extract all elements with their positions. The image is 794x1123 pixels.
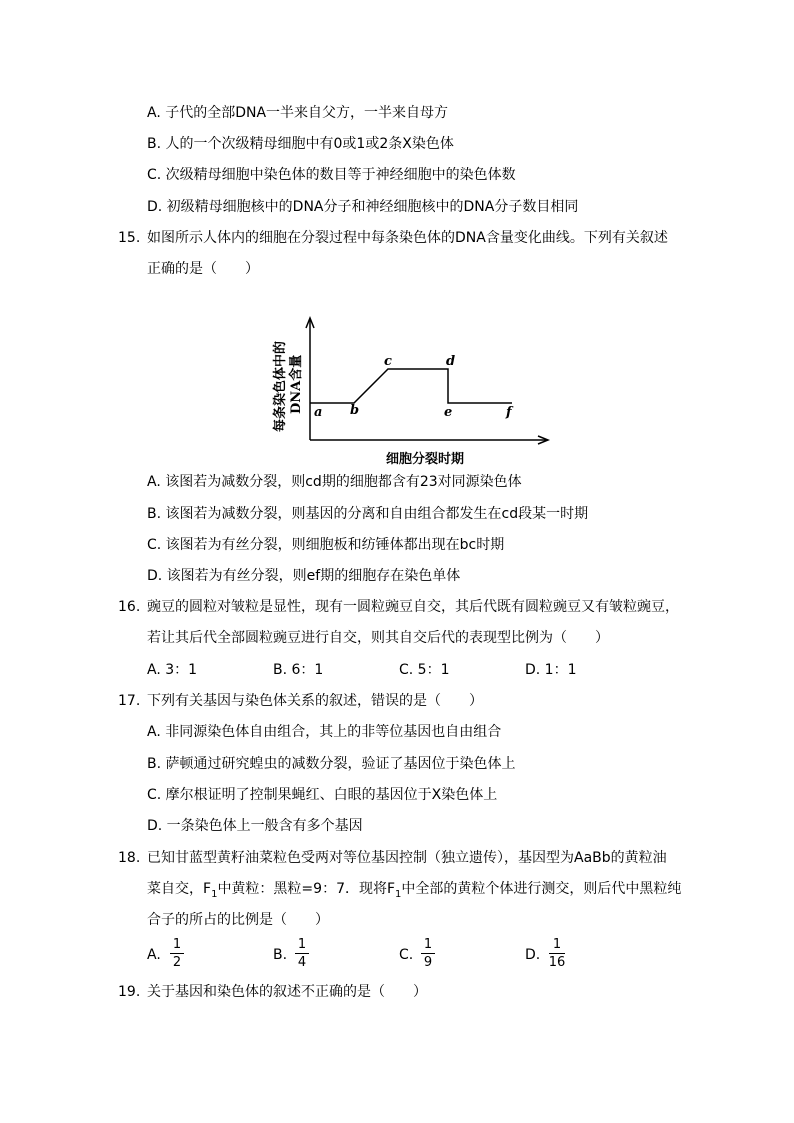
q18-stem-line1: 已知甘蓝型黄籽油菜粒色受两对等位基因控制（独立遗传），基因型为AaBb的黄粒油 [147,850,667,866]
y-axis-label-line1: 每条染色体中的 [273,340,288,432]
q16-number: 16. [118,599,141,615]
q18-option-b-fraction: 1 4 [293,937,311,970]
q15-number: 15. [118,230,141,246]
q18-option-a-label: A. [147,947,161,963]
x-axis-label: 细胞分裂时期 [386,452,465,467]
q16-stem-line1: 豌豆的圆粒对皱粒是显性，现有一圆粒豌豆自交，其后代既有圆粒豌豆又有皱粒豌豆， [147,599,679,615]
point-e: e [444,405,453,420]
point-a: a [314,405,323,420]
q18-option-c-fraction: 1 9 [419,937,437,970]
dna-curve [310,369,512,403]
q16-option-c: C. 5：1 [399,662,450,678]
q14-option-c: C. 次级精母细胞中染色体的数目等于神经细胞中的染色体数 [147,167,516,183]
q18-option-b-label: B. [273,947,288,963]
q17-option-b: B. 萨顿通过研究蝗虫的减数分裂，验证了基因位于染色体上 [147,756,516,772]
q18-option-d-label: D. [525,947,541,963]
q18-stem-line3: 合子的所占的比例是（ ） [147,912,329,928]
q18-option-d-fraction: 1 16 [548,937,566,970]
q15-stem-line1: 如图所示人体内的细胞在分裂过程中每条染色体的DNA含量变化曲线。下列有关叙述 [147,230,668,246]
y-axis-label-line2: DNA含量 [289,354,304,414]
q14-option-d: D. 初级精母细胞核中的DNA分子和神经细胞核中的DNA分子数目相同 [147,199,579,215]
q15-option-d: D. 该图若为有丝分裂，则ef期的细胞存在染色单体 [147,568,461,584]
q15-stem-line2: 正确的是（ ） [147,261,259,277]
q16-stem-line2: 若让其后代全部圆粒豌豆进行自交，则其自交后代的表现型比例为（ ） [147,630,609,646]
point-f: f [506,405,512,420]
q15-option-a: A. 该图若为减数分裂，则cd期的细胞都含有23对同源染色体 [147,474,522,490]
q17-option-c: C. 摩尔根证明了控制果蝇红、白眼的基因位于X染色体上 [147,787,498,803]
q18-option-c-label: C. [399,947,414,963]
q18-option-a-fraction: 1 2 [168,937,186,970]
q19-number: 19. [118,984,141,1000]
q15-option-b: B. 该图若为减数分裂，则基因的分离和自由组合都发生在cd段某一时期 [147,506,589,522]
q16-option-a: A. 3：1 [147,662,198,678]
q18-number: 18. [118,850,141,866]
q18-stem-line2: 菜自交，$F_1$中黄粒：黑粒=9：7．现将$F_1$中全部的黄粒个体进行测交，则后代中黑粒纯 [147,881,682,900]
point-d: d [446,354,456,369]
q17-number: 17. [118,693,141,709]
q15-dna-content-chart [262,310,552,470]
q19-stem: 关于基因和染色体的叙述不正确的是（ ） [147,984,427,1000]
q17-option-d: D. 一条染色体上一般含有多个基因 [147,818,363,834]
point-c: c [384,354,392,369]
q15-option-c: C. 该图若为有丝分裂，则细胞板和纺锤体都出现在bc时期 [147,537,505,553]
q14-option-b: B. 人的一个次级精母细胞中有0或1或2条X染色体 [147,136,454,152]
point-b: b [350,403,360,418]
q17-stem: 下列有关基因与染色体关系的叙述，错误的是（ ） [147,693,483,709]
q14-option-a: A. 子代的全部DNA一半来自父方，一半来自母方 [147,105,449,121]
q17-option-a: A. 非同源染色体自由组合，其上的非等位基因也自由组合 [147,724,502,740]
q16-option-b: B. 6：1 [273,662,324,678]
q16-option-d: D. 1：1 [525,662,577,678]
